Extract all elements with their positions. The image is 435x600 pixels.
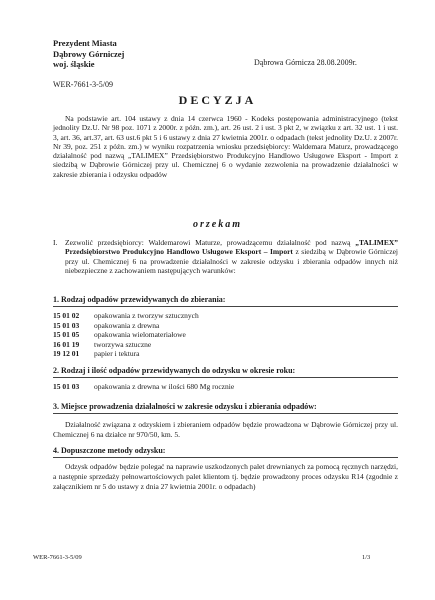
section-1-text-after: z siedzibą w Dąbrowie Górniczej przy ul. Chemicznej 6 na prowadzenie działalności w zakresie odzysku i zbierania odpadów innych niż niebezpieczne z zachowaniem następujących warunków:	[65, 247, 398, 275]
orzekam-heading: orzekam	[193, 219, 242, 230]
page-number: 1/3	[362, 554, 371, 561]
recovery-methods-paragraph: Odzysk odpadów będzie polegać na naprawie uszkodzonych palet drewnianych za pomocą ręcznych narzędzi, a następnie sprzedaży pełnowartościowych palet klientom tj. będzie prowadzony proces odzysku R14 (zgodnie z załącznikiem nr 5 do ustawy z dnia 27 kwietnia 2001r. o odpadach)	[53, 462, 398, 491]
issuer-line-2: Dąbrowy Górniczej	[53, 48, 125, 59]
reference-number: WER-7661-3-5/09	[53, 80, 113, 89]
company-name: „TALIMEX” Przedsiębiorstwo Produkcyjno Handlowo Usługowe Eksport – Import	[65, 238, 398, 257]
waste-code: 15 01 03	[53, 320, 80, 330]
waste-desc: opakowania wielomateriałowe	[94, 330, 186, 339]
document-title: DECYZJA	[178, 93, 257, 107]
location-paragraph: Działalność związana z odzyskiem i zbieraniem odpadów będzie prowadzona w Dąbrowie Górniczej przy ul. Chemicznej 6 na działce nr 970/50, km. 5.	[53, 420, 398, 439]
heading-collection-waste: 1. Rodzaj odpadów przewidywanych do zbierania:	[53, 295, 226, 304]
waste-desc: opakowania z drewna	[94, 320, 160, 330]
divider	[53, 306, 398, 307]
issuer-line-3: woj. śląskie	[53, 59, 95, 69]
waste-code: 16 01 19	[53, 339, 80, 349]
divider	[53, 377, 398, 378]
waste-code: 15 01 02	[53, 311, 80, 320]
waste-row	[53, 330, 199, 340]
waste-code: 19 12 01	[53, 349, 80, 358]
heading-recovery-methods: 4. Dopuszczone metody odzysku:	[53, 446, 166, 455]
waste-row	[53, 321, 199, 331]
section-1-text	[65, 238, 398, 275]
legal-basis-paragraph: Na podstawie art. 104 ustawy z dnia 14 czerwca 1960 - Kodeks postępowania administracyjnego (tekst jednolity Dz.U. Nr 98 poz. 1071 z 2000r. z późn. zm.), art. 26 ust. 2 i ust. 3 pkt 2, w związku z art. 32 ust. 1 i ust. 3, art. 36, art.37, art. 63 ust.6 pkt 5 i 6 ustawy z dnia 27 kwietnia 2001r. o odpadach (tekst jednolity Dz.U. z 2007r. Nr 39, poz. 251 z późn. zm.) w wyniku rozpatrzenia wniosku przedsiębiorcy: Waldemara Maturz, prowadzącego działalność pod nazwą „TALIMEX” Przedsiębiorstwo Produkcyjno Handlowo Usługowe Eksport - Import z siedzibą w Dąbrowie Górniczej przy ul. Chemicznej 6 o wydanie zezwolenia na prowadzenie działalności w zakresie zbierania i odzysku odpadów	[53, 114, 398, 179]
collection-waste-list	[53, 311, 199, 359]
divider	[53, 457, 398, 458]
document-date: Dąbrowa Górnicza 28.08.2009r.	[254, 58, 357, 67]
footer-reference: WER-7661-3-5/09	[33, 554, 82, 561]
waste-desc: papier i tektura	[94, 349, 140, 358]
waste-row	[53, 382, 234, 392]
waste-code: 15 01 03	[53, 382, 80, 391]
heading-location: 3. Miejsce prowadzenia działalności w zakresie odzysku i zbierania odpadów:	[53, 402, 317, 411]
recovery-waste-list	[53, 382, 234, 392]
section-1-text-before: Zezwolić przedsiębiorcy: Waldemarowi Maturze, prowadzącemu działalność pod nazwą	[65, 238, 356, 247]
waste-code: 15 01 05	[53, 330, 80, 339]
divider	[53, 413, 398, 414]
waste-desc: opakowania z drewna w ilości 680 Mg rocznie	[94, 382, 235, 391]
waste-desc: opakowania z tworzyw sztucznych	[94, 311, 199, 320]
heading-recovery-waste: 2. Rodzaj i ilość odpadów przewidywanych do odzysku w okresie roku:	[53, 366, 296, 375]
section-1	[53, 238, 398, 275]
waste-row	[53, 311, 199, 321]
waste-row	[53, 349, 199, 359]
waste-row	[53, 340, 199, 350]
issuer-line-1: Prezydent Miasta	[53, 38, 117, 48]
issuer-block	[53, 38, 124, 70]
section-1-number: I.	[53, 238, 58, 247]
waste-desc: tworzywa sztuczne	[94, 339, 152, 349]
